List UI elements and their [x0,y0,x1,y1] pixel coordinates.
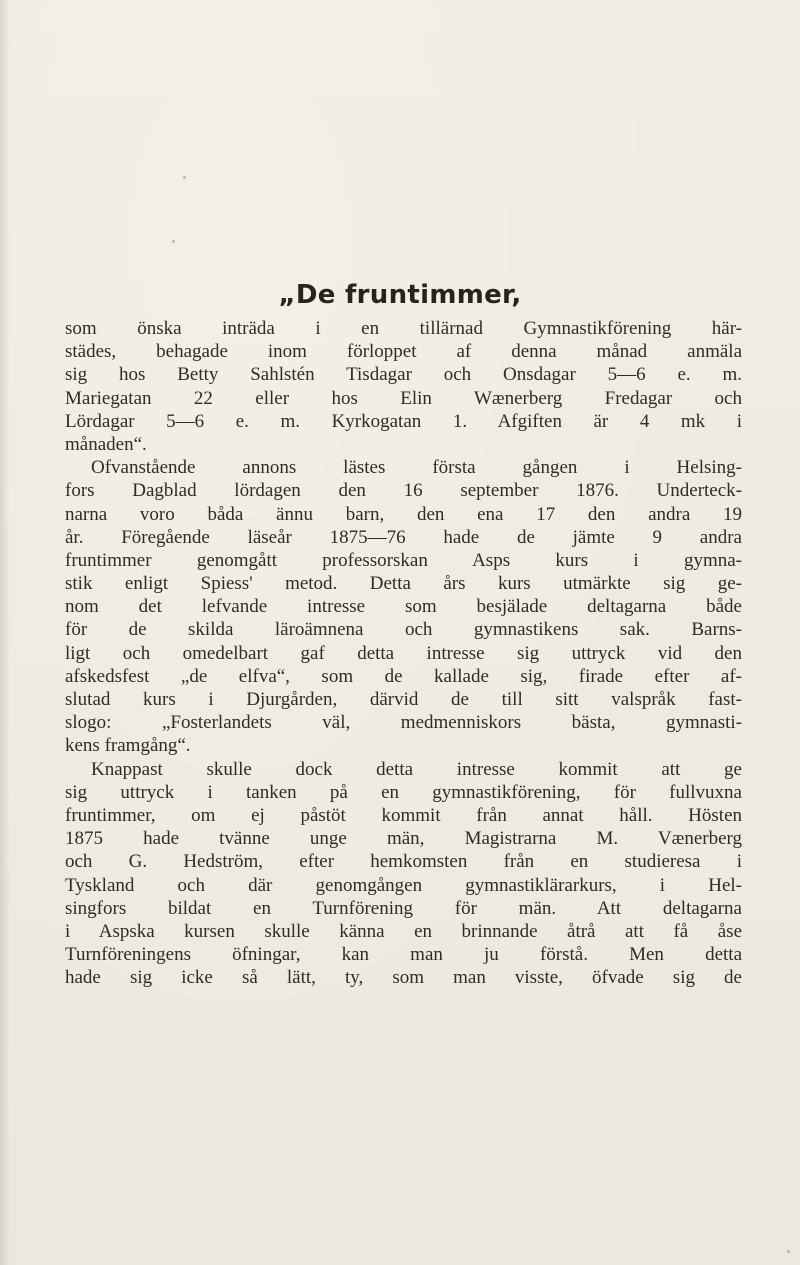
text-line: slogo: „Fosterlandets väl, medmenniskors bästa, gymnasti- [65,712,742,734]
text-line: stik enligt Spiess' metod. Detta års kurs utmärkte sig ge- [65,573,742,595]
text-line: Mariegatan 22 eller hos Elin Wænerberg Fredagar och [65,387,742,409]
text-line: fors Dagblad lördagen den 16 september 1876. Underteck- [65,480,742,502]
text-line: slutad kurs i Djurgården, därvid de till sitt valspråk fast- [65,689,742,710]
paper-speck [183,176,186,179]
text-line: som önska inträda i en tillärnad Gymnastikförening här- [65,318,742,339]
text-line: fruntimmer genomgått professorskan Asps kurs i gymna- [65,549,742,571]
paper-speck [787,1250,790,1253]
text-line: Lördagar 5—6 e. m. Kyrkogatan 1. Afgiften är 4 mk i [65,410,742,432]
text-line: Turnföreningens öfningar, kan man ju förstå. Men detta [65,944,742,966]
text-line: kens framgång“. [65,735,191,757]
text-line: för de skilda läroämnena och gymnastikens sak. Barns- [65,619,742,641]
text-line: i Aspska kursen skulle känna en brinnande åtrå att få åse [65,920,742,942]
text-line: narna voro båda ännu barn, den ena 17 den andra 19 [65,503,742,525]
text-line: ligt och omedelbart gaf detta intresse sig uttryck vid den [65,642,742,664]
page-title: „De fruntimmer, [278,280,522,310]
body-text [65,317,742,989]
text-line: Ofvanstående annons lästes första gången i Helsing- [91,457,742,479]
page-edge-shadow [0,0,10,1265]
text-line: singfors bildat en Turnförening för män. Att deltagarna [65,897,742,919]
text-line: månaden“. [65,433,147,455]
text-line: hade sig icke så lätt, ty, som man visste, öfvade sig de [65,967,742,989]
text-line: 1875 hade tvänne unge män, Magistrarna M. Vænerberg [65,828,742,850]
paper-speck [172,240,175,243]
text-line: år. Föregående läseår 1875—76 hade de jämte 9 andra [65,526,742,548]
text-line: nom det lefvande intresse som besjälade deltagarna både [65,596,742,618]
text-line: afskedsfest „de elfva“, som de kallade sig, firade efter af- [65,665,742,687]
text-line: Tyskland och där genomgången gymnastiklärarkurs, i Hel- [65,874,742,896]
text-line: städes, behagade inom förloppet af denna månad anmäla [65,341,742,363]
text-line: sig uttryck i tanken på en gymnastikförening, för fullvuxna [65,781,742,803]
text-line: sig hos Betty Sahlstén Tisdagar och Onsdagar 5—6 e. m. [65,364,742,386]
text-line: och G. Hedström, efter hemkomsten från en studieresa i [65,851,742,873]
text-line: fruntimmer, om ej påstöt kommit från annat håll. Hösten [65,804,742,826]
text-line: Knappast skulle dock detta intresse kommit att ge [91,758,742,780]
